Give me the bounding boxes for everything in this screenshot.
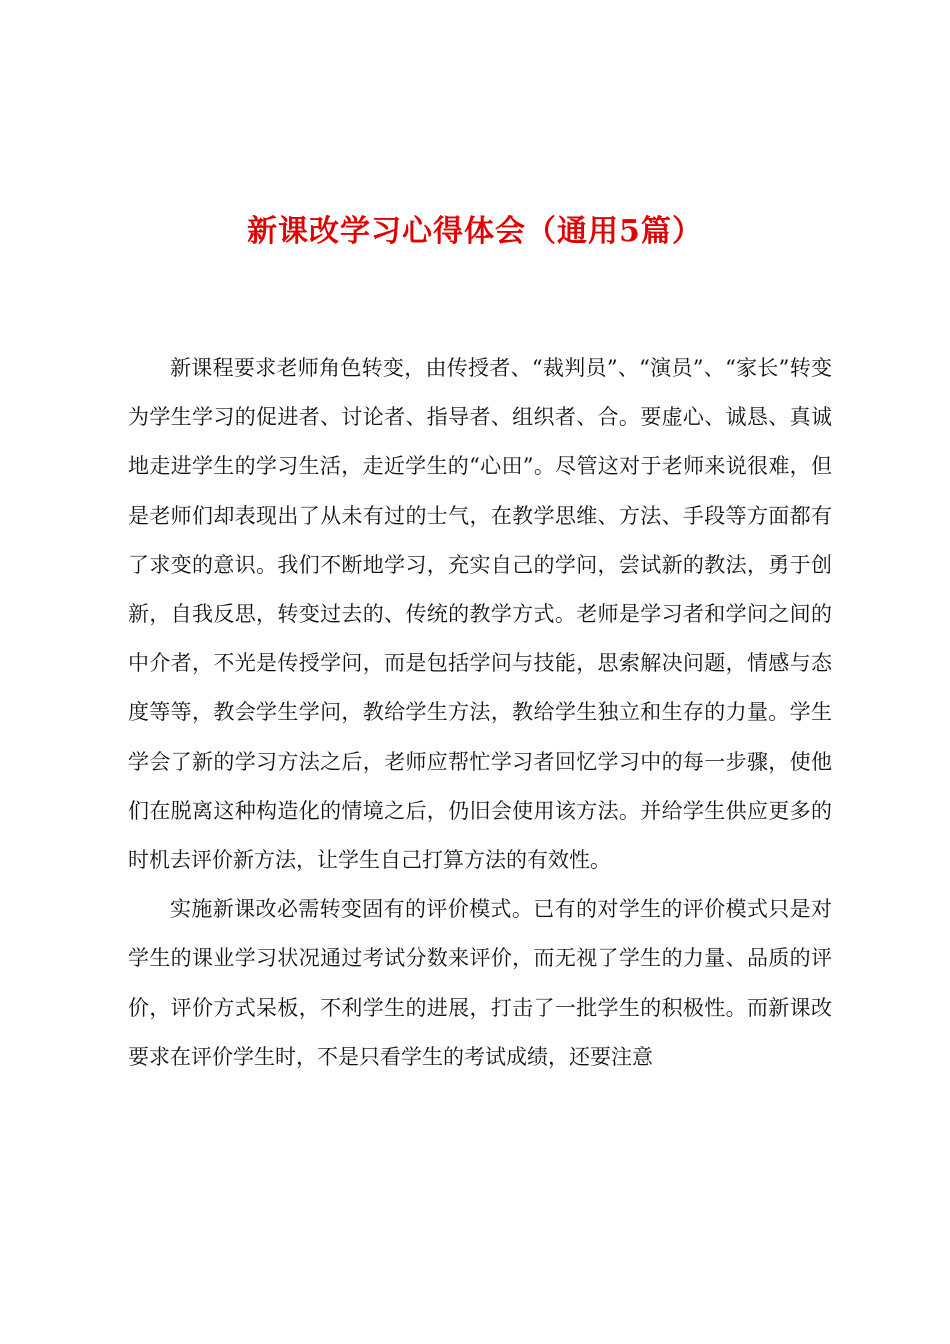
document-body — [128, 344, 832, 1082]
document-title: 新课改学习心得体会（通用5篇） — [247, 214, 703, 249]
paragraph-2: 实施新课改必需转变固有的评价模式。已有的对学生的评价模式只是对学生的课业学习状况通过考试分数来评价，而无视了学生的力量、品质的评价，评价方式呆板，不利学生的进展，打击了一批学生的积极性。而新课改要求在评价学生时，不是只看学生的考试成绩，还要注意 — [128, 897, 832, 1069]
paragraph-1: 新课程要求老师角色转变，由传授者、“裁判员”、“演员”、“家长”转变为学生学习的促进者、讨论者、指导者、组织者、合。要虚心、诚恳、真诚地走进学生的学习生活，走近学生的“心田”。尽管这对于老师来说很难，但是老师们却表现出了从未有过的士气，在教学思维、方法、手段等方面都有了求变的意识。我们不断地学习，充实自己的学问，尝试新的教法，勇于创新，自我反思，转变过去的、传统的教学方式。老师是学习者和学问之间的中介者，不光是传授学问，而是包括学问与技能，思索解决问题，情感与态度等等，教会学生学问，教给学生方法，教给学生独立和生存的力量。学生学会了新的学习方法之后，老师应帮忙学习者回忆学习中的每一步骤，使他们在脱离这种构造化的情境之后，仍旧会使用该方法。并给学生供应更多的时机去评价新方法，让学生自己打算方法的有效性。 — [128, 356, 832, 873]
